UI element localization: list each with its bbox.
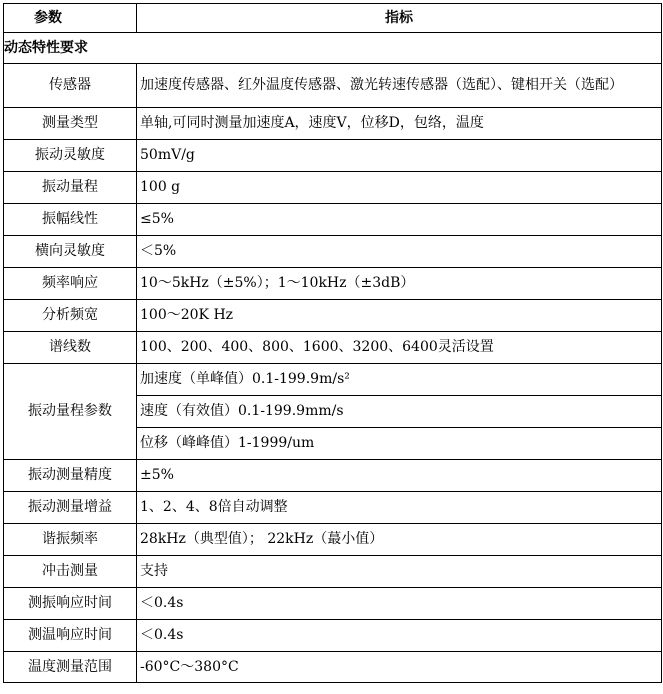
- param-label: 频率响应: [4, 268, 137, 300]
- table-row: [4, 588, 662, 620]
- param-value: 100、200、400、800、1600、3200、6400灵活设置: [137, 332, 662, 364]
- table-row: [4, 652, 662, 683]
- param-label: 振动测量精度: [4, 460, 137, 492]
- param-label: 测温响应时间: [4, 620, 137, 652]
- param-label: 温度测量范围: [4, 652, 137, 683]
- param-label: 冲击测量: [4, 556, 137, 588]
- section-row: [4, 33, 662, 64]
- param-label: 传感器: [4, 64, 137, 108]
- param-value: ±5%: [137, 460, 662, 492]
- param-value: 100～20K Hz: [137, 300, 662, 332]
- param-value: ＜5%: [137, 236, 662, 268]
- param-value: ＜0.4s: [137, 588, 662, 620]
- param-value: 10～5kHz（±5%）；1～10kHz（±3dB）: [137, 268, 662, 300]
- table-row: [4, 172, 662, 204]
- param-value: 加速度（单峰值）0.1-199.9m/s²: [137, 364, 662, 396]
- param-value: 单轴,可同时测量加速度A，速度V，位移D，包络，温度: [137, 108, 662, 140]
- table-row: [4, 620, 662, 652]
- table-row: [4, 332, 662, 364]
- param-label: 测量类型: [4, 108, 137, 140]
- param-label: 振动灵敏度: [4, 140, 137, 172]
- section-title: 动态特性要求: [4, 33, 662, 64]
- table-row: [4, 460, 662, 492]
- param-value: 位移（峰峰值）1-1999/um: [137, 428, 662, 460]
- table-row: [4, 236, 662, 268]
- param-value: 100 g: [137, 172, 662, 204]
- table-row: [4, 492, 662, 524]
- table-row: [4, 300, 662, 332]
- param-value: 1、2、4、8倍自动调整: [137, 492, 662, 524]
- param-label: 振动量程参数: [4, 364, 137, 460]
- param-label: 振动量程: [4, 172, 137, 204]
- header-spec: 指标: [137, 4, 662, 33]
- param-value: 支持: [137, 556, 662, 588]
- param-value: -60°C～380°C: [137, 652, 662, 683]
- table-row: [4, 268, 662, 300]
- table-row: [4, 524, 662, 556]
- param-value: ≤5%: [137, 204, 662, 236]
- table-row: [4, 204, 662, 236]
- param-label: 分析频宽: [4, 300, 137, 332]
- table-row: [4, 364, 662, 396]
- param-value: ＜0.4s: [137, 620, 662, 652]
- param-label: 横向灵敏度: [4, 236, 137, 268]
- header-row: [4, 4, 662, 33]
- spec-table: [3, 3, 662, 683]
- param-value: 速度（有效值）0.1-199.9mm/s: [137, 396, 662, 428]
- param-label: 谐振频率: [4, 524, 137, 556]
- param-label: 振动测量增益: [4, 492, 137, 524]
- table-row: [4, 140, 662, 172]
- table-row: [4, 64, 662, 108]
- param-value: 50mV/g: [137, 140, 662, 172]
- param-label: 振幅线性: [4, 204, 137, 236]
- param-value: 28kHz（典型值）； 22kHz（蕞小值）: [137, 524, 662, 556]
- header-param: 参数: [4, 4, 137, 33]
- table-row: [4, 556, 662, 588]
- param-value: 加速度传感器、红外温度传感器、激光转速传感器（选配）、键相开关（选配）: [137, 64, 662, 108]
- param-label: 谱线数: [4, 332, 137, 364]
- table-row: [4, 108, 662, 140]
- param-label: 测振响应时间: [4, 588, 137, 620]
